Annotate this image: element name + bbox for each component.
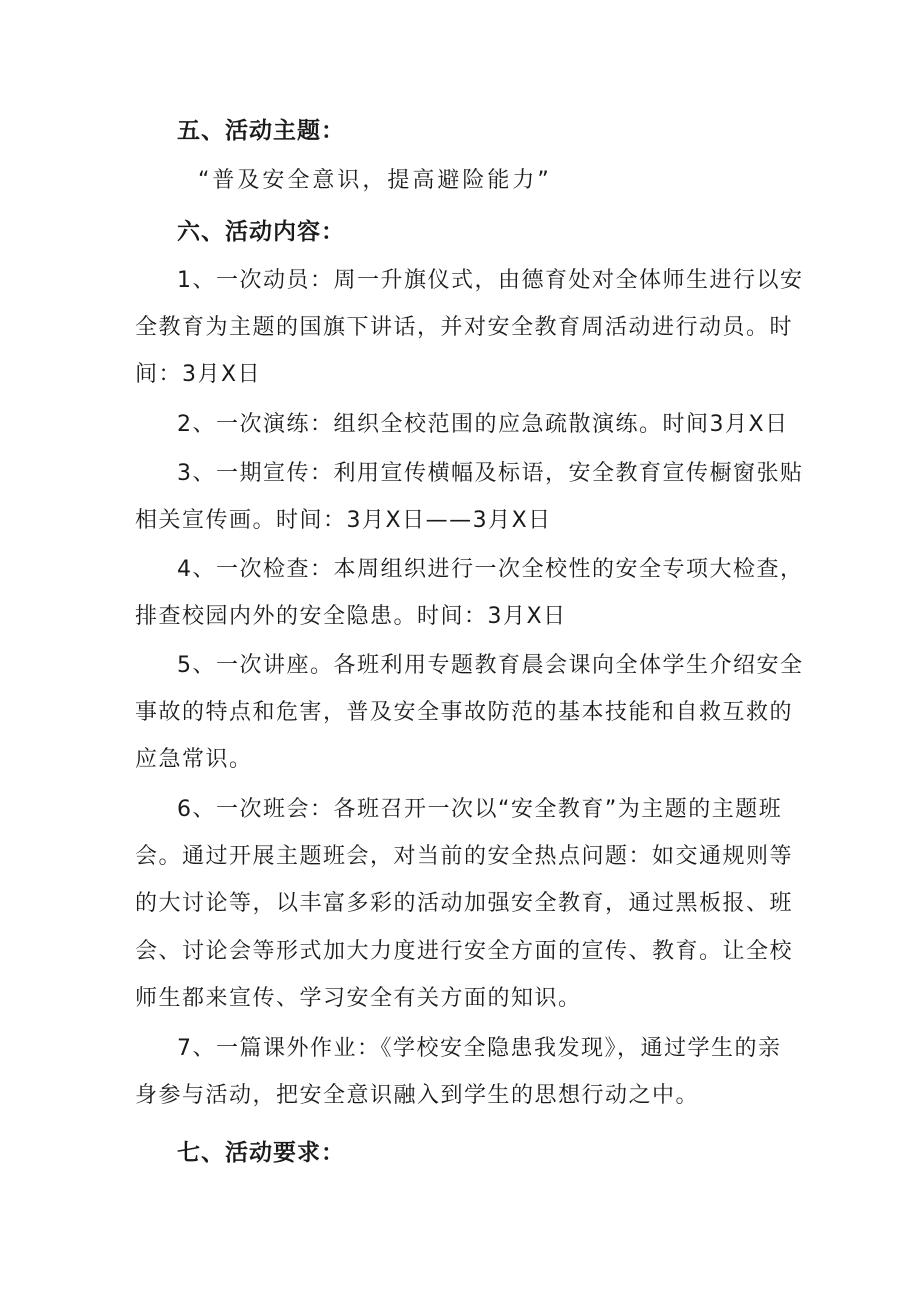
item-6-line-2: 会。通过开展主题班会，对当前的安全热点问题：如交通规则等 bbox=[135, 844, 794, 869]
item-7-line-1: 7、一篇课外作业：《学校安全隐患我发现》，通过学生的亲 bbox=[177, 1036, 782, 1061]
item-5-line-2: 事故的特点和危害，普及安全事故防范的基本技能和自救互救的 bbox=[135, 700, 794, 725]
item-6-line-3: 的大讨论等，以丰富多彩的活动加强安全教育，通过黑板报、班 bbox=[135, 891, 794, 916]
item-6-line-1: 6、一次班会：各班召开一次以“安全教育”为主题的主题班 bbox=[177, 797, 783, 822]
item-5-line-3: 应急常识。 bbox=[135, 747, 253, 772]
item-3-line-2: 相关宣传画。时间：3月X日——3月X日 bbox=[135, 508, 552, 533]
item-6-line-4: 会、讨论会等形式加大力度进行安全方面的宣传、教育。让全校 bbox=[135, 939, 794, 964]
theme-quote: “普及安全意识，提高避险能力” bbox=[198, 168, 552, 193]
item-5-line-1: 5、一次讲座。各班利用专题教育晨会课向全体学生介绍安全 bbox=[177, 653, 804, 678]
item-2-line-1: 2、一次演练：组织全校范围的应急疏散演练。时间3月X日 bbox=[177, 412, 789, 437]
item-1-line-3: 间：3月X日 bbox=[135, 362, 262, 387]
item-3-line-1: 3、一期宣传：利用宣传横幅及标语，安全教育宣传橱窗张贴 bbox=[177, 461, 804, 486]
item-4-line-1: 4、一次检查：本周组织进行一次全校性的安全专项大检查， bbox=[177, 557, 804, 582]
item-1-line-2: 全教育为主题的国旗下讲话，并对安全教育周活动进行动员。时 bbox=[135, 315, 794, 340]
item-7-line-2: 身参与活动，把安全意识融入到学生的思想行动之中。 bbox=[135, 1083, 700, 1108]
item-1-line-1: 1、一次动员：周一升旗仪式，由德育处对全体师生进行以安 bbox=[177, 268, 804, 293]
section-heading-seven: 七、活动要求： bbox=[177, 1140, 345, 1166]
section-heading-five: 五、活动主题： bbox=[177, 118, 345, 144]
item-4-line-2: 排查校园内外的安全隐患。时间：3月X日 bbox=[135, 604, 567, 629]
item-6-line-5: 师生都来宣传、学习安全有关方面的知识。 bbox=[135, 986, 582, 1011]
section-heading-six: 六、活动内容： bbox=[177, 219, 345, 245]
